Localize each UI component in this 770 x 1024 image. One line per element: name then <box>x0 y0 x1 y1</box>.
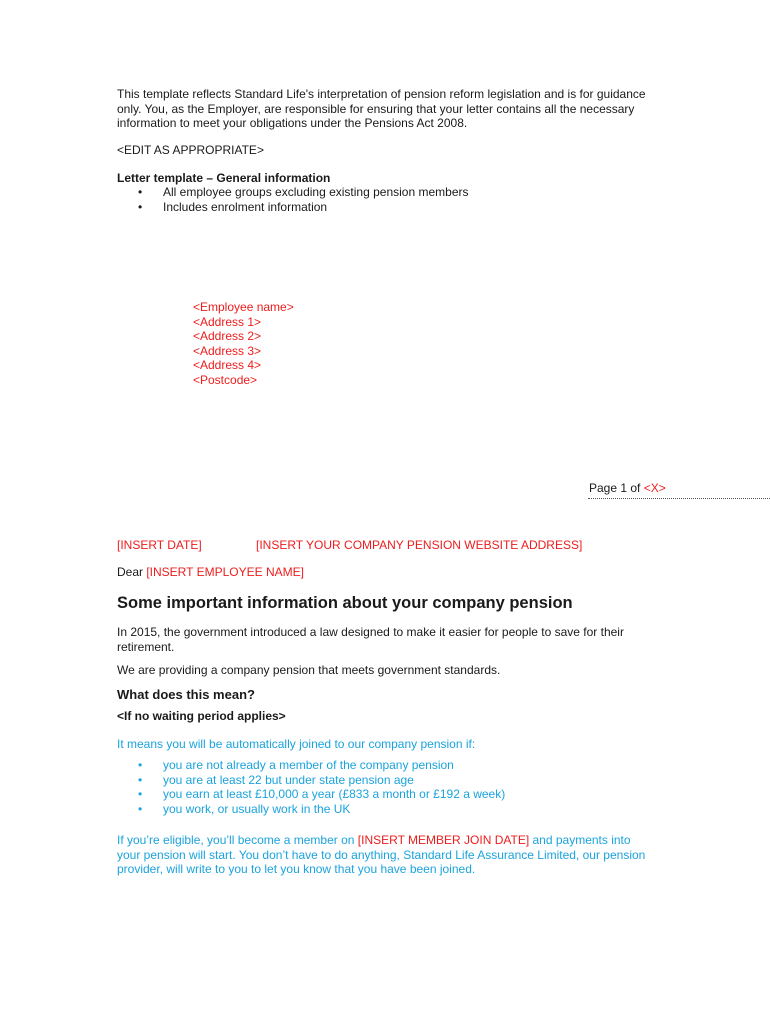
list-item: • you are at least 22 but under state pension age <box>117 773 505 788</box>
list-item: • you work, or usually work in the UK <box>117 802 505 817</box>
providing-paragraph: We are providing a company pension that meets government standards. <box>117 663 501 677</box>
template-heading: Letter template – General information <box>117 171 331 185</box>
intro-paragraph: This template reflects Standard Life's interpretation of pension reform legislation and is for guidance only. You, as the Employer, are responsible for ensuring that your letter contains all the necessary information to meet your obligations under the Pensions Act 2008. <box>117 87 646 130</box>
address-line-3: <Address 3> <box>193 343 262 358</box>
list-item: • you earn at least £10,000 a year (£833 a month or £192 a week) <box>117 787 505 802</box>
employee-name-placeholder: [INSERT EMPLOYEE NAME] <box>146 565 304 579</box>
address-line-1: <Address 1> <box>193 314 262 329</box>
page-title: Some important information about your company pension <box>117 594 573 612</box>
page-prefix: Page 1 of <box>589 481 644 495</box>
greeting-text: Dear <box>117 565 147 579</box>
greeting <box>117 565 304 580</box>
address-block <box>193 300 294 387</box>
website-placeholder: [INSERT YOUR COMPANY PENSION WEBSITE ADDRESS] <box>256 538 583 552</box>
eligible-text-start: If you’re eligible, you’ll become a member on <box>117 833 358 847</box>
list-item: • Includes enrolment information <box>117 200 469 215</box>
address-line-4: <Address 4> <box>193 358 262 372</box>
auto-join-intro: It means you will be automatically joined to our company pension if: <box>117 737 476 751</box>
eligible-paragraph <box>117 833 657 877</box>
eligibility-list <box>117 758 505 816</box>
join-date-placeholder: [INSERT MEMBER JOIN DATE] <box>357 833 530 847</box>
template-info-list <box>117 185 469 214</box>
list-item: • All employee groups excluding existing pension members <box>117 185 469 200</box>
date-placeholder: [INSERT DATE] <box>117 538 202 552</box>
page-total-placeholder: <X> <box>643 481 666 495</box>
page-divider <box>588 498 770 499</box>
section-heading: What does this mean? <box>117 687 255 702</box>
list-item: • you are not already a member of the company pension <box>117 758 505 773</box>
page-indicator <box>589 481 770 496</box>
law-paragraph: In 2015, the government introduced a law designed to make it easier for people to save for their retirement. <box>117 625 624 654</box>
edit-note: <EDIT AS APPROPRIATE> <box>117 143 264 157</box>
address-postcode: <Postcode> <box>193 372 258 387</box>
address-employee-name: <Employee name> <box>193 300 294 314</box>
address-line-2: <Address 2> <box>193 329 262 343</box>
waiting-period-note: <If no waiting period applies> <box>117 709 286 723</box>
eligible-text-end: and payments into your pension will start. You don’t have to do anything, Standard Life Assurance Limited, our pension provider, will write to you to let you know that you have been joined. <box>117 833 646 876</box>
